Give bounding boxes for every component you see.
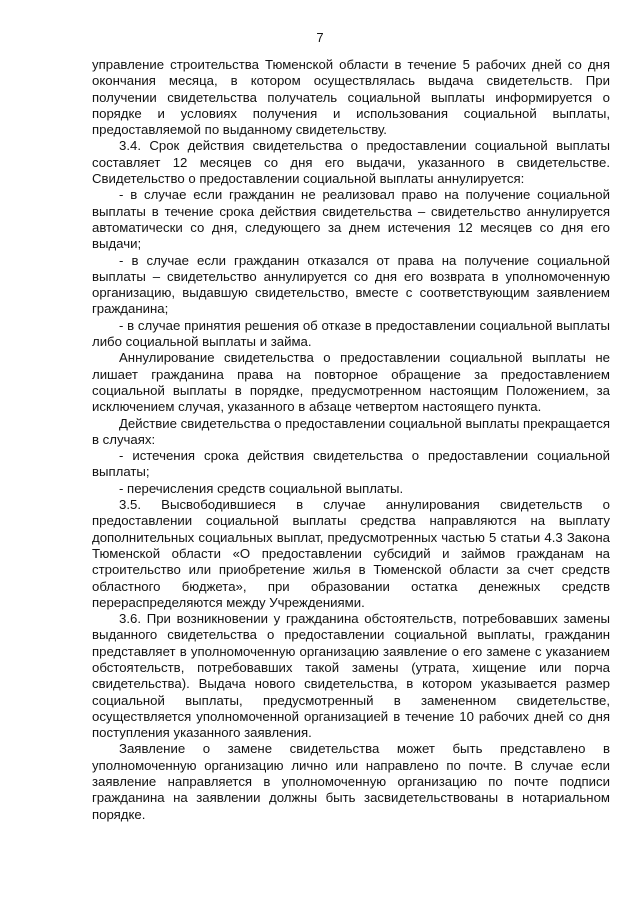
paragraph-3-4: 3.4. Срок действия свидетельства о предоставлении социальной выплаты составляет 12 месяцев со дня его выдачи, указанного в свидетельстве. Свидетельство о предоставлении социальной выплаты аннулируется: [92, 138, 610, 187]
paragraph-replacement-application: Заявление о замене свидетельства может быть представлено в уполномоченную организацию лично или направлено по почте. В случае если заявление направляется в уполномоченную организацию по почте подписи гражданина на заявлении должны быть засвидетельствованы в нотариальном порядке. [92, 741, 610, 822]
list-item-denial: - в случае принятия решения об отказе в предоставлении социальной выплаты либо социальной выплаты и займа. [92, 317, 610, 350]
paragraph-3-5: 3.5. Высвободившиеся в случае аннулирования свидетельств о предоставлении социальной выплаты средства направляются на выплату дополнительных социальных выплат, предусмотренных частью 5 статьи 4.3 Закона Тюменской области «О предоставлении субсидий и займов гражданам на строительство или приобретение жилья в Тюменской области за счет средств областного бюджета», при образовании остатка денежных средств перераспределяются между Учреждениями. [92, 497, 610, 610]
paragraph-continuation: управление строительства Тюменской области в течение 5 рабочих дней со дня окончания месяца, в котором осуществлялась выдача свидетельств. При получении свидетельства получатель социальной выплаты информируется о порядке и условиях получения и использования социальной выплаты, предоставляемой по выданному свидетельству. [92, 57, 610, 138]
list-item-transfer: - перечисления средств социальной выплаты. [119, 480, 404, 496]
list-item-expiry: - истечения срока действия свидетельства о предоставлении социальной выплаты; [92, 448, 610, 480]
document-body [92, 57, 610, 823]
page-number: 7 [316, 30, 324, 45]
list-item-not-realized: - в случае если гражданин не реализовал право на получение социальной выплаты в течение срока действия свидетельства – свидетельство аннулируется автоматически со дня, следующего за днем истечения 12 месяцев со дня его выдачи; [92, 187, 610, 252]
paragraph-3-6: 3.6. При возникновении у гражданина обстоятельств, потребовавших замены выданного свидетельства о предоставлении социальной выплаты, гражданин представляет в уполномоченную организацию заявление о его замене с указанием обстоятельств, потребовавших такой замены (утрата, хищение или порча свидетельства). Выдача нового свидетельства, в котором указывается размер социальной выплаты, предусмотренный в замененном свидетельстве, осуществляется уполномоченной организацией в течение 10 рабочих дней со дня поступления указанного заявления. [92, 611, 610, 741]
list-item-refused: - в случае если гражданин отказался от права на получение социальной выплаты – свидетельство аннулируется со дня его возврата в уполномоченную организацию, выдавшую свидетельство, вместе с соответствующим заявлением гражданина; [92, 252, 610, 317]
paragraph-termination: Действие свидетельства о предоставлении социальной выплаты прекращается в случаях: [92, 415, 610, 447]
paragraph-annulment: Аннулирование свидетельства о предоставлении социальной выплаты не лишает гражданина права на повторное обращение за предоставлением социальной выплаты в порядке, предусмотренном настоящим Положением, за исключением случая, указанного в абзаце четвертом настоящего пункта. [92, 350, 610, 415]
